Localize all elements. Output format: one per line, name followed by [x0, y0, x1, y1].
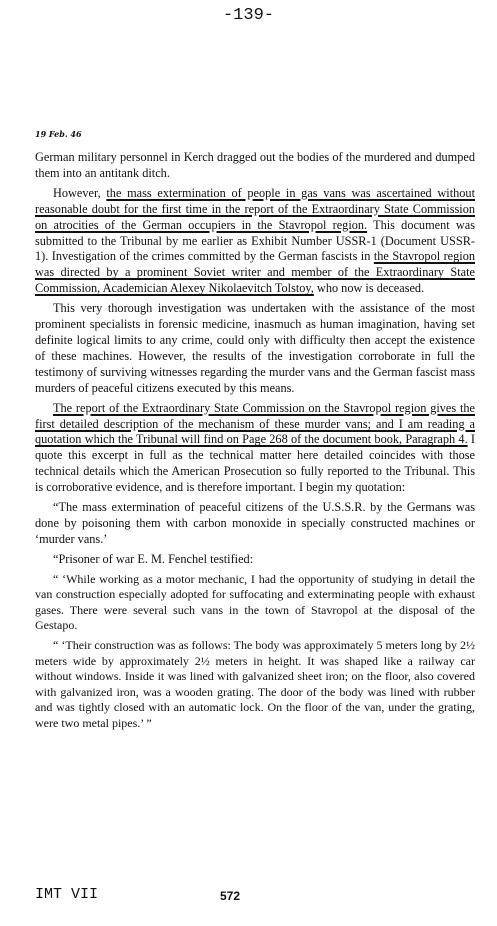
quote-paragraph-4: “ ‘Their construction was as follows: The body was approximately 5 meters long by 2½ meters wide by approximately 2½ meters in height. It was shaped like a railway car without windows. Inside it was lined with galvanized sheet iron; on the floor, also covered with galvanized iron, was a wooden grating. The door of the body was lined with rubber and was tightly closed with an automatic lock. On the floor of the van, under the grating, were two metal pipes.’ ” [35, 638, 475, 730]
paragraph-1: German military personnel in Kerch dragged out the bodies of the murdered and dumped them into an antitank ditch. [35, 150, 475, 180]
document-body [35, 150, 475, 736]
paragraph-3: This very thorough investigation was undertaken with the assistance of the most prominent specialists in forensic medicine, inasmuch as human imagination, having set definite logical limits to any crime, could only with difficulty then accept the existence of these machines. However, the results of the investigation corroborate in full the testimony of surviving witnesses regarding the murder vans and the German fascist mass murders of peaceful citizens executed by this means. [35, 301, 475, 395]
quote-paragraph-2: “Prisoner of war E. M. Fenchel testified: [53, 551, 254, 566]
page-number-top: -139- [222, 6, 274, 25]
underlined-passage-gas-vans: the mass extermination of people in gas vans was ascertained without reasonable doubt for the first time in the report of the Extraordinary State Commission on atrocities of the German occupiers in the Stavropol region. [35, 185, 475, 232]
footer-page-number: 572 [220, 889, 241, 903]
underlined-passage-tolstoy: the Stavropol region was directed by a prominent Soviet writer and member of the Extraordinary State Commission, Academician Alexey Nikolaevitch Tolstoy, [35, 249, 476, 296]
quote-paragraph-3: “ ‘While working as a motor mechanic, I had the opportunity of studying in detail the van construction especially adopted for suffocating and exterminating people with exhaust gases. There were several such vans in the town of Stavropol at the disposal of the Gestapo. [35, 571, 475, 633]
underlined-passage-report: The report of the Extraordinary State Commission on the Stavropol region gives the first detailed description of the mechanism of these murder vans; and I am reading a quotation which the Tribunal will find on Page 268 of the document book, Paragraph 4. [35, 400, 475, 447]
paragraph-2-part-c: This document was submitted to the Tribunal by me earlier as Exhibit Number USSR-1 (Document USSR-1). Investigation of the crimes committed by the German fascists in [35, 217, 476, 264]
paragraph-4-part-b: I quote this excerpt in full as the technical matter here detailed coincides with those technical details which the American Prosecution so fully reported to the Tribunal. This is corroborative evidence, and is therefore important. I begin my quotation: [35, 432, 475, 495]
paragraph-2-part-e: who now is deceased. [313, 281, 425, 296]
footer-volume: IMT VII [35, 886, 99, 903]
paragraph-2 [35, 186, 475, 297]
paragraph-2-part-a: However, [53, 185, 107, 200]
quote-paragraph-1: “The mass extermination of peaceful citizens of the U.S.S.R. by the Germans was done by poisoning them with carbon monoxide in specially constructed machines or ‘murder vans.’ [35, 500, 475, 546]
paragraph-4 [35, 401, 475, 496]
date-marker: 19 Feb. 46 [35, 129, 82, 139]
